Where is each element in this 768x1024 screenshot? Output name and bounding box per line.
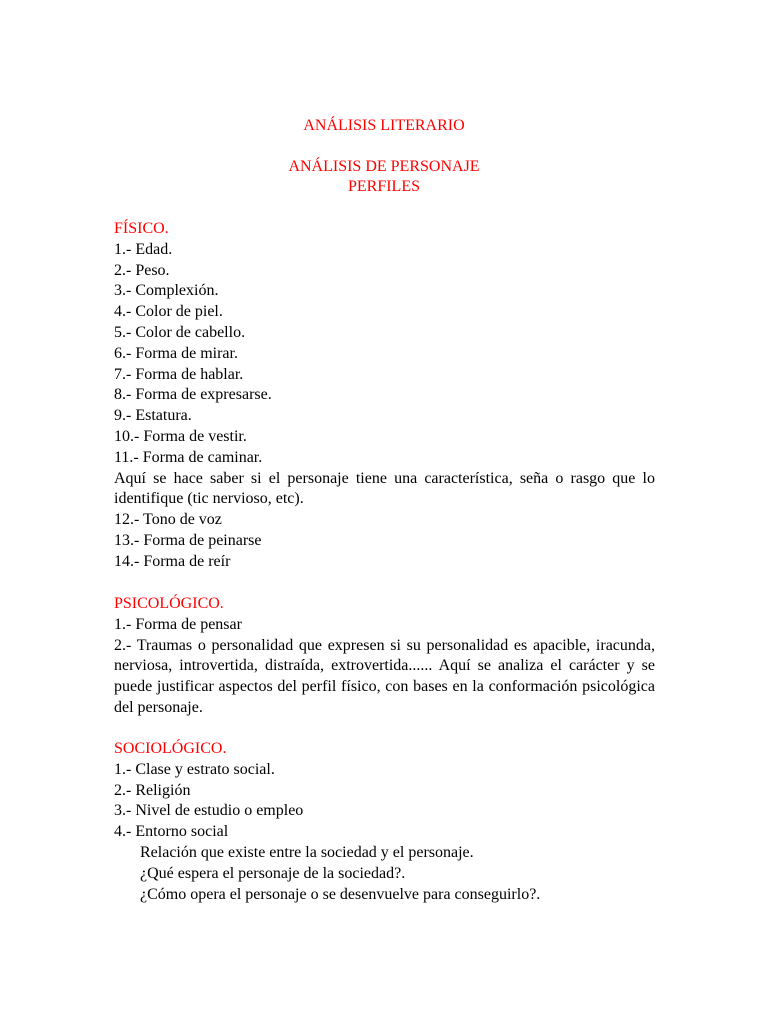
list-item: 7.- Forma de hablar. [114,365,244,383]
section-heading-fisico: FÍSICO. [114,220,169,237]
list-item: 2.- Religión [114,781,191,799]
list-item: 9.- Estatura. [114,407,192,425]
document-subtitle-line2: PERFILES [347,178,420,195]
list-item: 3.- Nivel de estudio o empleo [114,802,304,820]
document-subtitle-line1: ANÁLISIS DE PERSONAJE [288,158,480,175]
section-heading-sociologico: SOCIOLÓGICO. [114,740,227,757]
list-item: 1.- Clase y estrato social. [114,760,275,778]
sub-item: Relación que existe entre la sociedad y el personaje. [140,843,474,861]
list-item: 5.- Color de cabello. [114,323,246,341]
section-fisico [114,219,655,573]
list-item: 10.- Forma de vestir. [114,427,247,445]
document-title: ANÁLISIS LITERARIO [303,117,465,134]
fisico-note-paragraph: Aquí se hace saber si el personaje tiene una característica, seña o rasgo que lo identifique (tic nervioso, etc). [114,469,655,508]
sub-item: ¿Cómo opera el personaje o se desenvuelve para conseguirlo?. [140,885,541,903]
list-item: 6.- Forma de mirar. [114,344,238,362]
list-item: 1.- Forma de pensar [114,615,242,633]
section-sociologico [114,739,655,905]
list-item: 4.- Entorno social [114,823,229,841]
section-heading-psicologico: PSICOLÓGICO. [114,595,224,612]
psicologico-paragraph: 2.- Traumas o personalidad que expresen si su personalidad es apacible, iracunda, nerviosa, introvertida, distraída, extrovertida...... Aquí se analiza el carácter y se puede justificar aspectos del perfil físico, con bases en la conformación psicológica del personaje. [114,636,655,716]
list-item: 4.- Color de piel. [114,303,223,321]
sub-item: ¿Qué espera el personaje de la sociedad?. [140,864,406,882]
list-item: 1.- Edad. [114,240,173,258]
list-item: 11.- Forma de caminar. [114,448,263,466]
list-item: 14.- Forma de reír [114,552,231,570]
section-psicologico [114,594,655,719]
list-item: 13.- Forma de peinarse [114,531,262,549]
list-item: 2.- Peso. [114,261,170,279]
list-item: 12.- Tono de voz [114,511,222,529]
list-item: 8.- Forma de expresarse. [114,386,272,404]
list-item: 3.- Complexión. [114,282,219,300]
